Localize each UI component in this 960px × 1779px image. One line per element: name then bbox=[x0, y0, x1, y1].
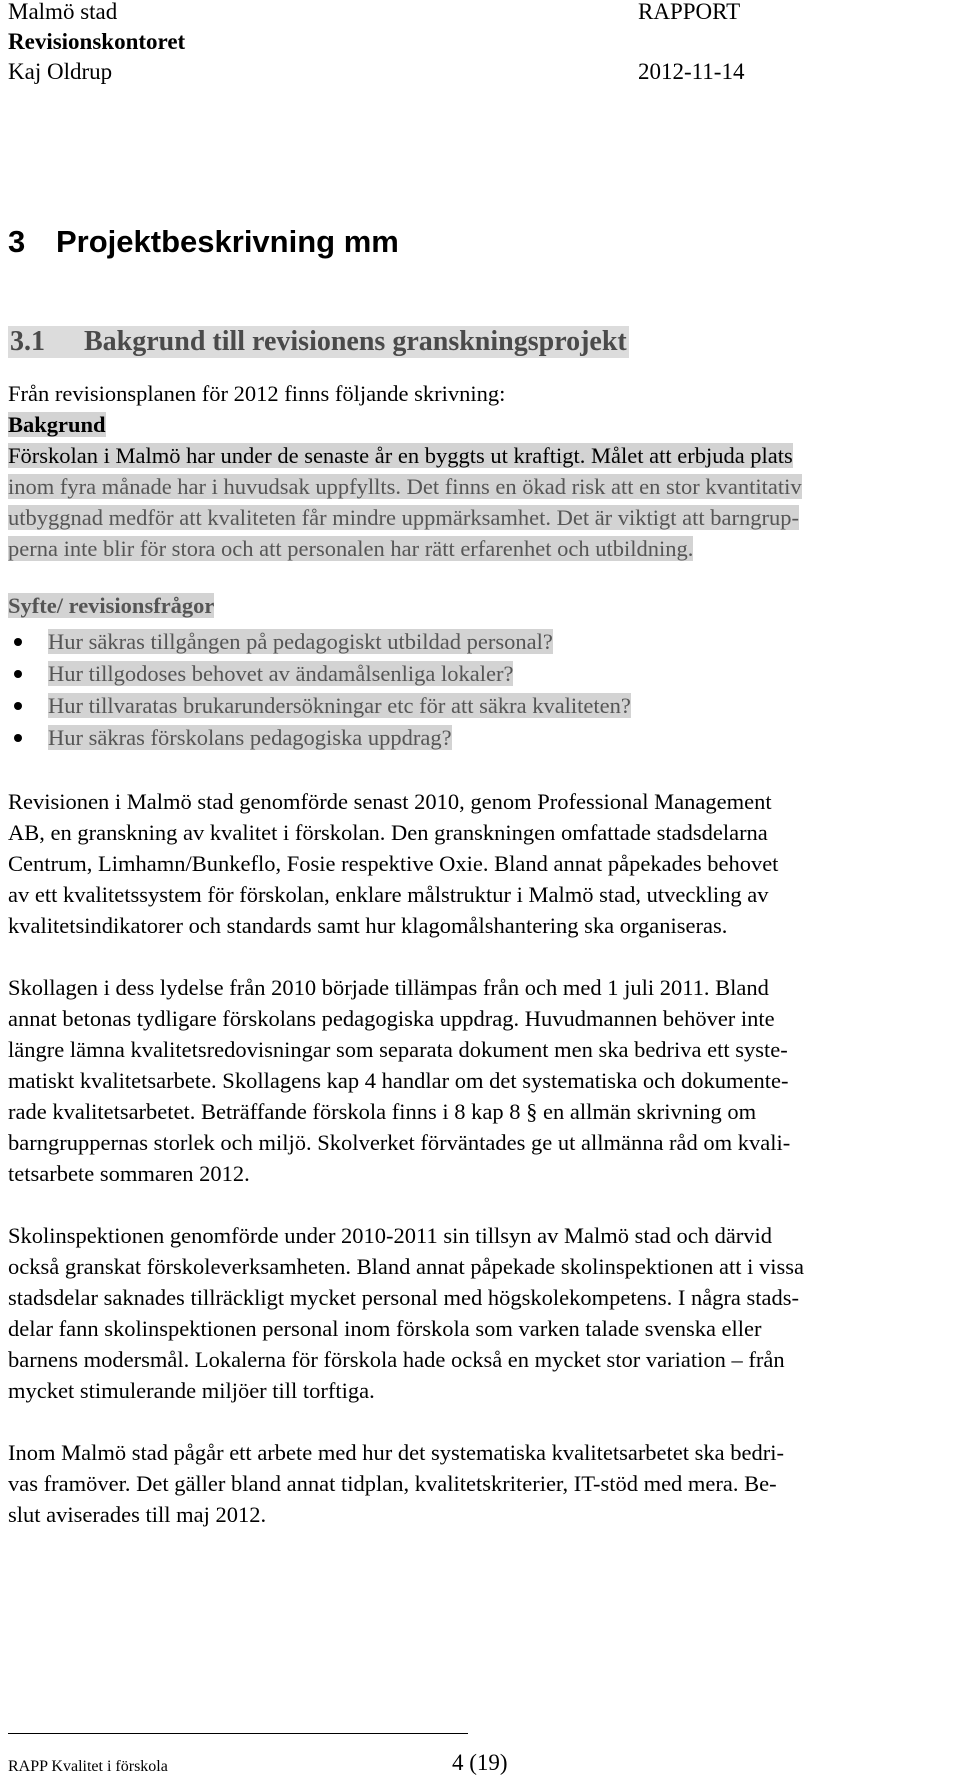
section-number: 3 bbox=[8, 224, 26, 259]
paragraph-line: AB, en granskning av kvalitet i förskolan. Den granskningen omfattade stadsdelarna bbox=[8, 820, 768, 845]
bakgrund-line: Förskolan i Malmö har under de senaste år en byggts ut kraftigt. Målet att erbjuda plats bbox=[8, 443, 793, 468]
subsection-number: 3.1 bbox=[10, 326, 45, 357]
header-department: Revisionskontoret bbox=[8, 29, 186, 54]
list-item: Hur säkras tillgången på pedagogiskt utbildad personal? bbox=[8, 626, 631, 658]
paragraph-line: barnens modersmål. Lokalerna för förskola hade också en mycket stor variation – från bbox=[8, 1347, 785, 1372]
list-item: Hur tillvaratas brukarundersökningar etc för att säkra kvaliteten? bbox=[8, 690, 631, 722]
bullet-icon bbox=[14, 734, 22, 742]
bakgrund-line: perna inte blir för stora och att personalen har rätt erfarenhet och utbildning. bbox=[8, 536, 694, 561]
paragraph-line: rade kvalitetsarbetet. Beträffande förskola finns i 8 kap 8 § en allmän skrivning om bbox=[8, 1099, 757, 1124]
paragraph-line: Centrum, Limhamn/Bunkeflo, Fosie respektive Oxie. Bland annat påpekades behovet bbox=[8, 851, 779, 876]
question-list bbox=[8, 626, 631, 754]
list-item: Hur tillgodoses behovet av ändamålsenliga lokaler? bbox=[8, 658, 631, 690]
paragraph-line: Revisionen i Malmö stad genomförde senast 2010, genom Professional Management bbox=[8, 789, 772, 814]
bakgrund-heading: Bakgrund bbox=[8, 412, 106, 437]
paragraph-line: annat betonas tydligare förskolans pedagogiska uppdrag. Huvudmannen behöver inte bbox=[8, 1006, 775, 1031]
paragraph-line: Skolinspektionen genomförde under 2010-2011 sin tillsyn av Malmö stad och därvid bbox=[8, 1223, 773, 1248]
footer-divider bbox=[8, 1733, 468, 1734]
bullet-icon bbox=[14, 638, 22, 646]
paragraph-line: också granskat förskoleverksamheten. Bland annat påpekade skolinspektionen att i vissa bbox=[8, 1254, 805, 1279]
paragraph-line: matiskt kvalitetsarbete. Skollagens kap 4 handlar om det systematiska och dokumente- bbox=[8, 1068, 789, 1093]
syfte-heading: Syfte/ revisionsfrågor bbox=[8, 593, 215, 618]
paragraph-line: slut aviserades till maj 2012. bbox=[8, 1502, 267, 1527]
list-item: Hur säkras förskolans pedagogiska uppdrag? bbox=[8, 722, 631, 754]
footer-doc-name: RAPP Kvalitet i förskola bbox=[8, 1758, 168, 1775]
paragraph-line: stadsdelar saknades tillräckligt mycket personal med högskolekompetens. I några stads- bbox=[8, 1285, 800, 1310]
paragraph-line: av ett kvalitetssystem för förskolan, enklare målstruktur i Malmö stad, utveckling av bbox=[8, 882, 769, 907]
paragraph-line: Inom Malmö stad pågår ett arbete med hur det systematiska kvalitetsarbetet ska bedri- bbox=[8, 1440, 784, 1465]
paragraph-line: tetsarbete sommaren 2012. bbox=[8, 1161, 250, 1186]
paragraph-line: Skollagen i dess lydelse från 2010 började tillämpas från och med 1 juli 2011. Bland bbox=[8, 975, 769, 1000]
paragraph-line: kvalitetsindikatorer och standards samt hur klagomålshantering ska organiseras. bbox=[8, 913, 728, 938]
paragraph-line: vas framöver. Det gäller bland annat tidplan, kvalitetskriterier, IT-stöd med mera. Be- bbox=[8, 1471, 777, 1496]
intro-text: Från revisionsplanen för 2012 finns följande skrivning: bbox=[8, 381, 506, 406]
paragraph-line: delar fann skolinspektionen personal inom förskola som varken talade svenska eller bbox=[8, 1316, 762, 1341]
section-heading bbox=[8, 224, 399, 260]
subsection-heading bbox=[8, 326, 629, 358]
paragraph-line: längre lämna kvalitetsredovisningar som separata dokument men ska bedriva ett syste- bbox=[8, 1037, 788, 1062]
header-doc-type: RAPPORT bbox=[638, 0, 741, 24]
subsection-title: Bakgrund till revisionens granskningsprojekt bbox=[84, 326, 627, 357]
paragraph-line: barngruppernas storlek och miljö. Skolverket förväntades ge ut allmänna råd om kvali- bbox=[8, 1130, 791, 1155]
bakgrund-line: utbyggnad medför att kvaliteten får mindre uppmärksamhet. Det är viktigt att barngrup- bbox=[8, 505, 800, 530]
bakgrund-line: inom fyra månade har i huvudsak uppfyllts. Det finns en ökad risk att en stor kvantitativ bbox=[8, 474, 802, 499]
header-org: Malmö stad bbox=[8, 0, 118, 24]
header-author: Kaj Oldrup bbox=[8, 59, 113, 84]
header-date: 2012-11-14 bbox=[638, 59, 745, 84]
bullet-icon bbox=[14, 670, 22, 678]
bullet-icon bbox=[14, 702, 22, 710]
paragraph-line: mycket stimulerande miljöer till torftiga. bbox=[8, 1378, 375, 1403]
section-title: Projektbeskrivning mm bbox=[56, 224, 399, 259]
page-number: 4 (19) bbox=[452, 1750, 508, 1775]
